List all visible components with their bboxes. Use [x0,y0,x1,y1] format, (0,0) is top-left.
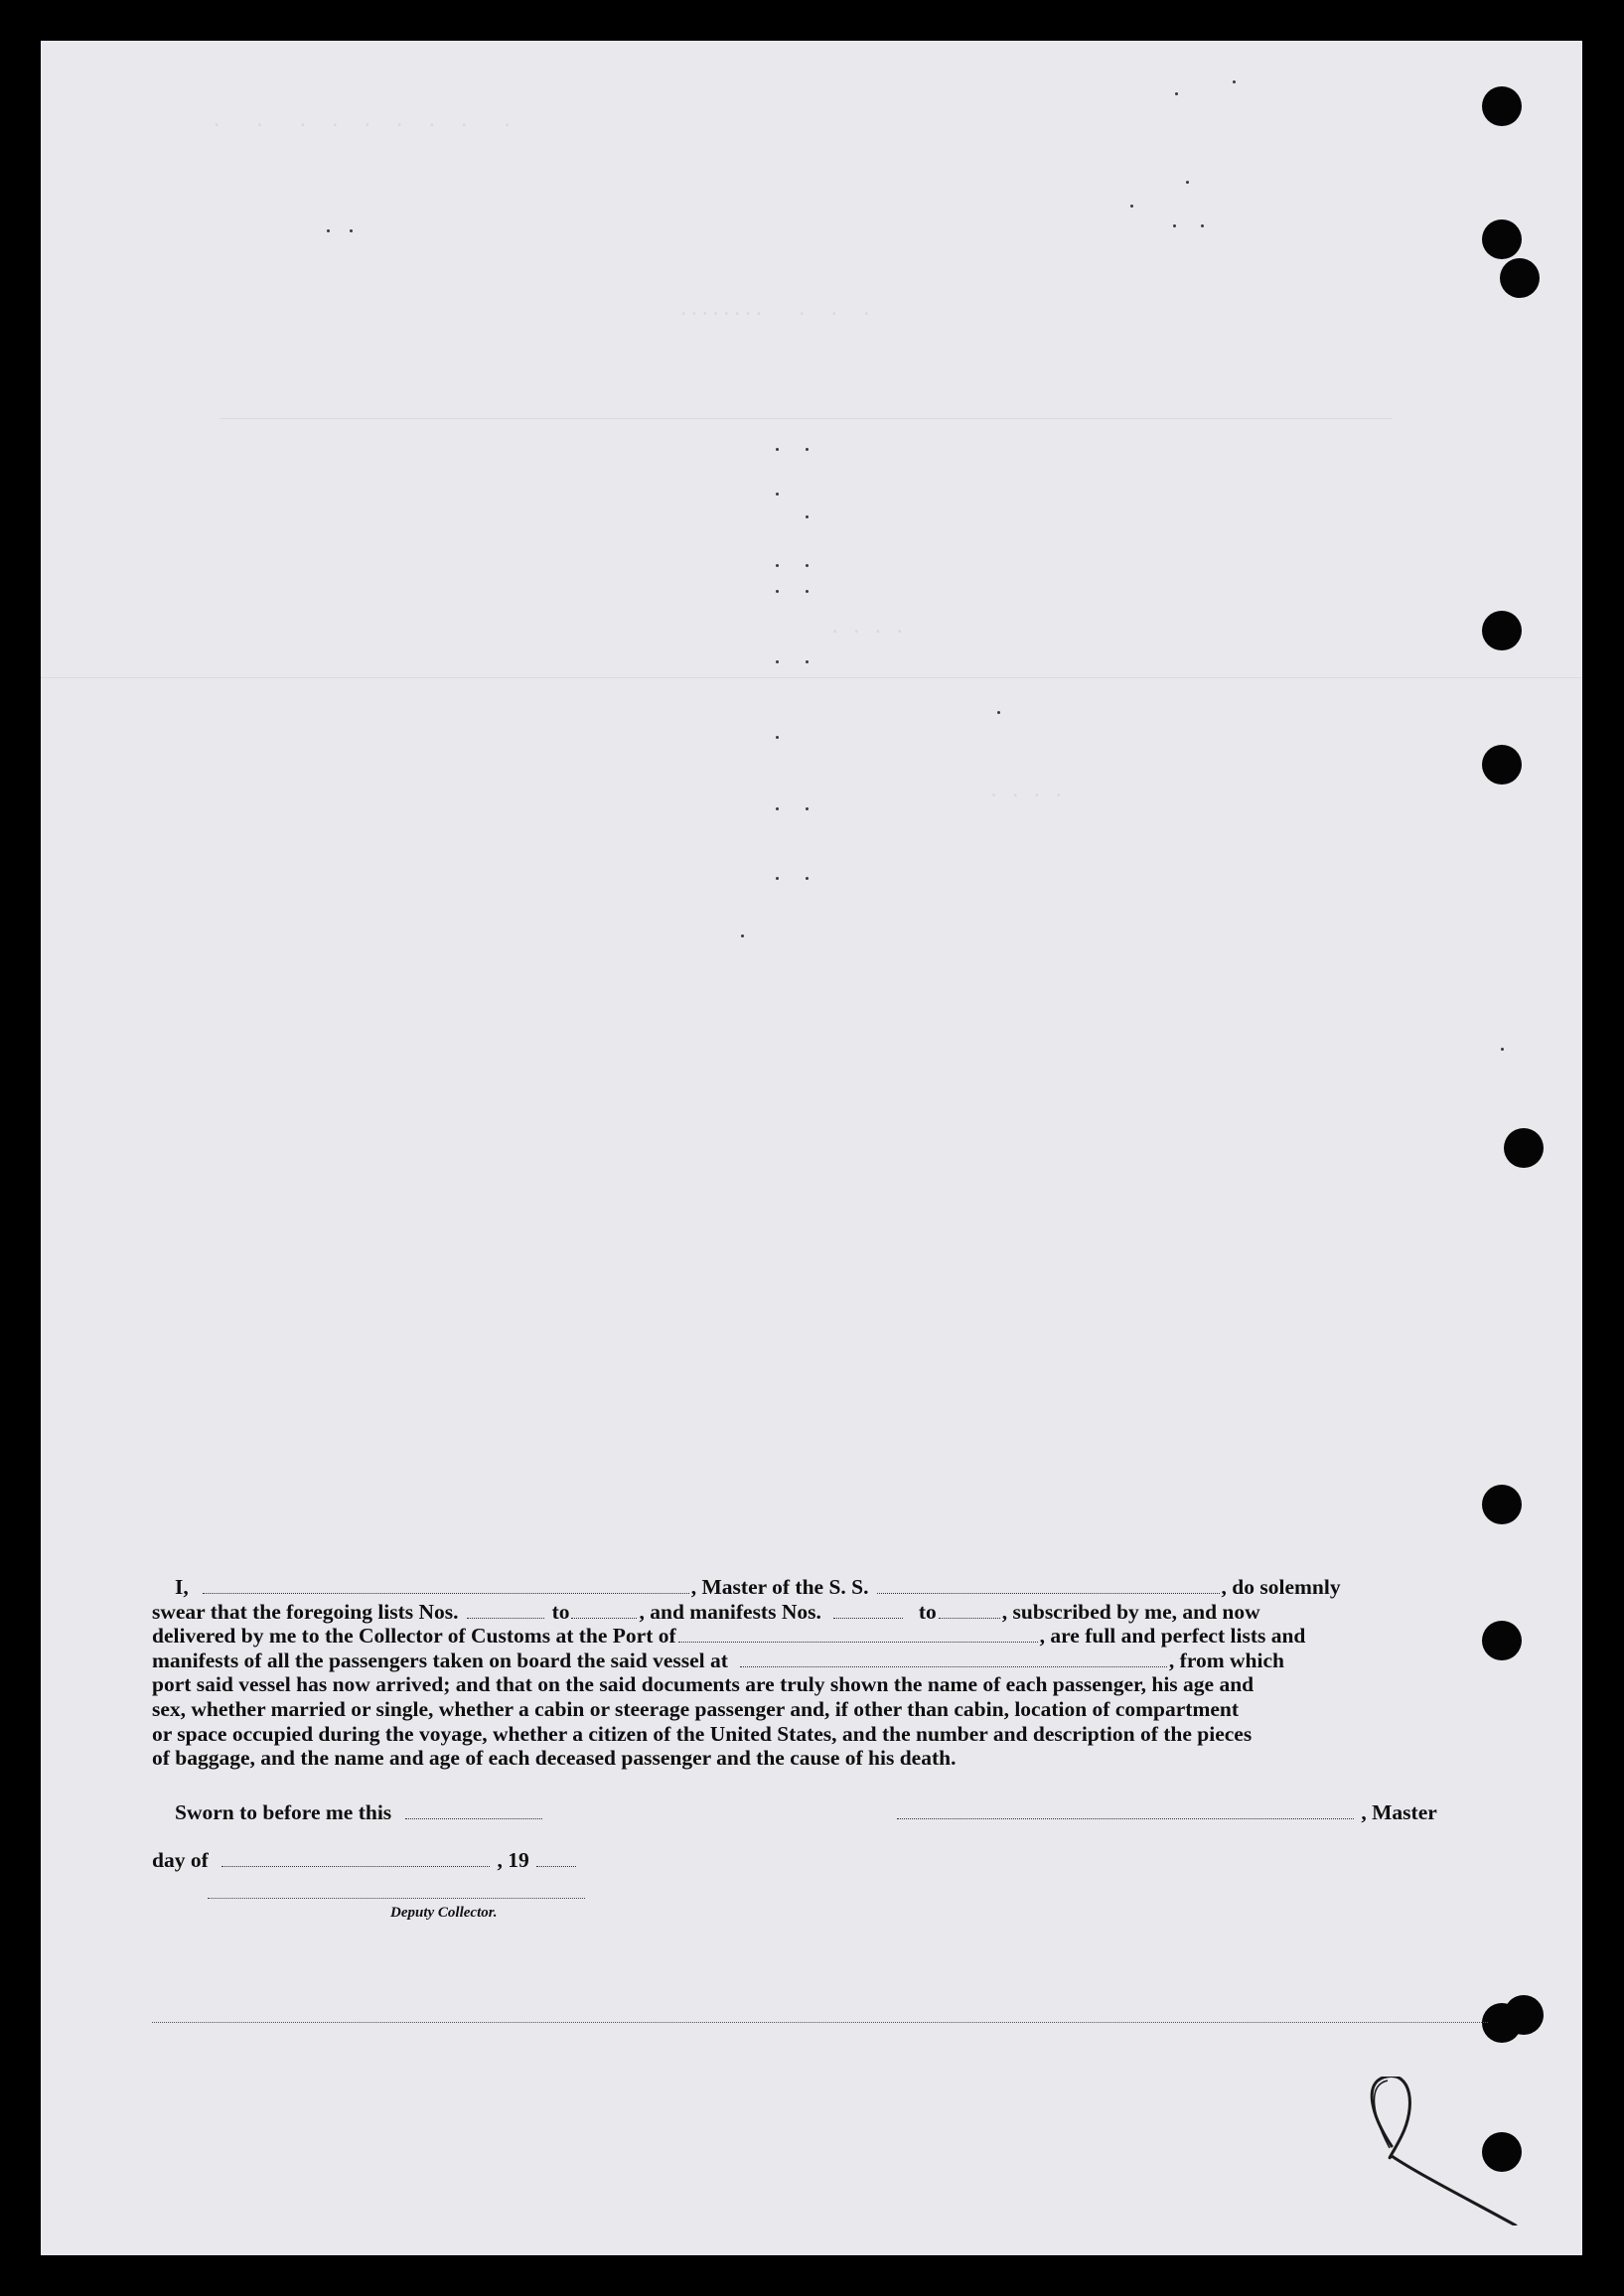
sworn-label: Sworn to before me this [175,1800,392,1824]
bottom-rule [152,2022,1488,2023]
speck [806,877,809,880]
manifest-from-blank [833,1604,903,1619]
punch-hole [1504,1128,1544,1168]
oath-line-3 [152,1624,1487,1649]
list-to-blank [571,1604,637,1619]
bleed-through: . . . . [935,781,1065,801]
oath-text: I, [175,1575,189,1599]
speck [741,934,744,937]
vessel-blank [877,1579,1220,1594]
oath-text: to [551,1599,570,1624]
day-row [152,1848,578,1873]
oath-text: , subscribed by me, and now [1001,1599,1260,1624]
oath-text: or space occupied during the voyage, whether a citizen of the United States, and the number and description of the pieces [152,1721,1253,1746]
name-blank [203,1579,689,1594]
manifest-to-blank [939,1604,1000,1619]
oath-text: of baggage, and the name and age of each deceased passenger and the cause of his death. [152,1746,957,1771]
speck [1201,224,1204,227]
oath-line-1 [152,1575,1487,1600]
deputy-collector-label: Deputy Collector. [390,1905,498,1921]
oath-text: port said vessel has now arrived; and that on the said documents are truly shown the name of each passenger, his age and [152,1672,1255,1697]
speck [776,660,779,663]
punch-hole [1482,219,1522,259]
speck [327,229,330,232]
speck [776,448,779,451]
punch-hole [1482,86,1522,126]
speck [806,515,809,518]
speck [1501,1048,1504,1051]
speck [776,590,779,593]
punch-hole [1500,258,1540,298]
oath-text: swear that the foregoing lists Nos. [152,1599,459,1624]
master-signature-blank [897,1804,1354,1819]
speck [1130,205,1133,208]
departure-blank [740,1652,1167,1667]
oath-line-5 [152,1672,1487,1697]
speck [806,590,809,593]
speck [1175,92,1178,95]
document-page [41,41,1582,2255]
sworn-row [175,1800,544,1825]
speck [776,877,779,880]
oath-text: to [918,1599,937,1624]
speck [776,493,779,496]
oath-line-7 [152,1722,1487,1747]
oath-line-8 [152,1746,1487,1771]
oath-text: , and manifests Nos. [639,1599,821,1624]
speck [350,229,353,232]
oath-text: , do solemnly [1221,1575,1341,1599]
deputy-signature-line [208,1898,585,1899]
port-blank [678,1628,1038,1643]
speck [1233,80,1236,83]
bleed-through: . . . . . . . . . [190,110,514,131]
speck [806,660,809,663]
speck [776,807,779,810]
speck [1186,181,1189,184]
oath-paragraph [152,1575,1487,1771]
list-from-blank [467,1604,544,1619]
punch-hole [1504,1995,1544,2035]
day-of-label: day of [152,1848,209,1872]
oath-text: , are full and perfect lists and [1039,1624,1306,1649]
speck [806,807,809,810]
handwritten-page-number [1332,2077,1521,2225]
punch-hole [1482,611,1522,650]
oath-line-4 [152,1649,1487,1673]
speck [776,736,779,739]
bleed-line [220,418,1392,419]
oath-line-2 [152,1600,1487,1625]
speck [997,711,1000,714]
master-label: , Master [1361,1800,1437,1824]
month-blank [221,1852,490,1867]
oath-line-6 [152,1697,1487,1722]
speck [1173,224,1176,227]
speck [806,448,809,451]
oath-text: manifests of all the passengers taken on board the said vessel at [152,1648,728,1672]
master-signature-row [895,1800,1437,1825]
punch-hole [1482,1485,1522,1524]
speck [806,564,809,567]
year-blank [536,1852,576,1867]
punch-hole [1482,745,1522,785]
oath-text: , from which [1168,1648,1284,1672]
punch-hole [1482,1621,1522,1660]
bleed-through: ........ . . . [657,299,872,320]
oath-text: delivered by me to the Collector of Customs at the Port of [152,1624,676,1649]
sworn-day-blank [405,1804,542,1819]
bleed-through: . . . . [776,617,906,638]
oath-text: , Master of the S. S. [690,1575,869,1599]
year-label: , 19 [497,1848,529,1872]
oath-text: sex, whether married or single, whether a cabin or steerage passenger and, if other than cabin, location of compartment [152,1696,1240,1721]
speck [776,564,779,567]
bleed-line [41,677,1582,678]
